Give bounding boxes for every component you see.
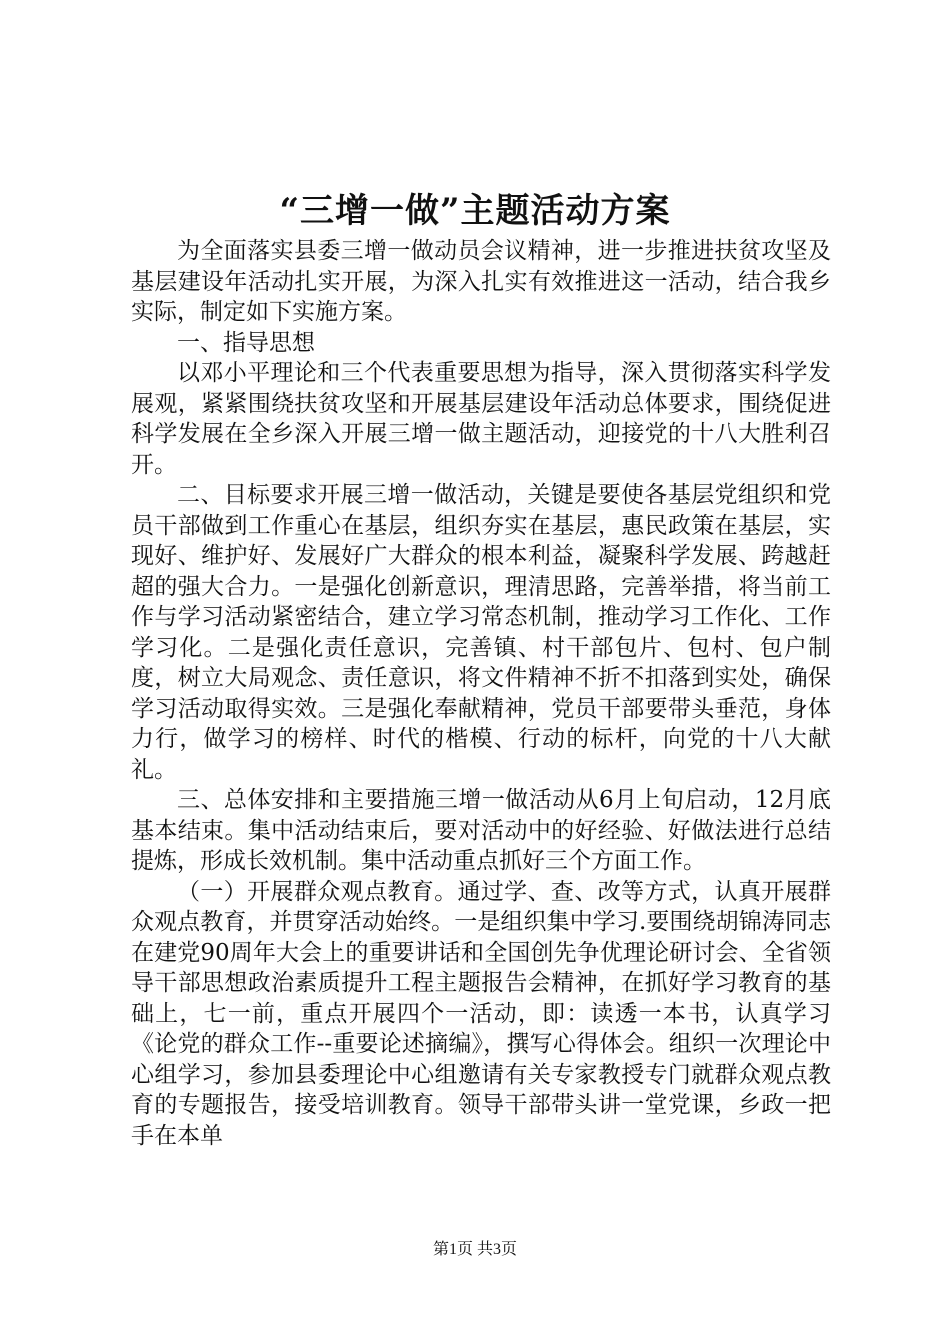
objectives-paragraph: 二、目标要求开展三增一做活动，关键是要使各基层党组织和党员干部做到工作重心在基层，组织夯实在基层，惠民政策在基层，实现好、维护好、发展好广大群众的根本利益，凝聚科学发展、跨越赶超的强大合力。一是强化创新意识，理清思路，完善举措，将当前工作与学习活动紧密结合，建立学习常态机制，推动学习工作化、工作学习化。二是强化责任意识，完善镇、村干部包片、包村、包户制度，树立大局观念、责任意识，将文件精神不折不扣落到实处，确保学习活动取得实效。三是强化奉献精神，党员干部要带头垂范，身体力行，做学习的榜样、时代的楷模、行动的标杆，向党的十八大献礼。 xyxy=(131,482,831,783)
intro-paragraph: 为全面落实县委三增一做动员会议精神，进一步推进扶贫攻坚及基层建设年活动扎实开展，为深入扎实有效推进这一活动，结合我乡实际，制定如下实施方案。 xyxy=(131,238,831,325)
page-number-footer: 第1页 共3页 xyxy=(432,1241,517,1258)
arrangements-paragraph: 三、总体安排和主要措施三增一做活动从6月上旬启动，12月底基本结束。集中活动结束后，要对活动中的好经验、好做法进行总结提炼，形成长效机制。集中活动重点抓好三个方面工作。 xyxy=(131,787,831,874)
document-body xyxy=(131,236,831,1151)
mass-viewpoint-education-paragraph: （一）开展群众观点教育。通过学、查、改等方式，认真开展群众观点教育，并贯穿活动始终。一是组织集中学习.要围绕胡锦涛同志在建党90周年大会上的重要讲话和全国创先争优理论研讨会、全省领导干部思想政治素质提升工程主题报告会精神，在抓好学习教育的基础上，七一前，重点开展四个一活动，即：读透一本书，认真学习《论党的群众工作--重要论述摘编》，撰写心得体会。组织一次理论中心组学习，参加县委理论中心组邀请有关专家教授专门就群众观点教育的专题报告，接受培训教育。领导干部带头讲一堂党课，乡政一把手在本单 xyxy=(131,878,831,1149)
section-heading-guiding-ideology: 一、指导思想 xyxy=(177,329,315,356)
guiding-ideology-paragraph: 以邓小平理论和三个代表重要思想为指导，深入贯彻落实科学发展观，紧紧围绕扶贫攻坚和开展基层建设年活动总体要求，围绕促进科学发展在全乡深入开展三增一做主题活动，迎接党的十八大胜利召开。 xyxy=(131,360,831,478)
document-title: “三增一做”主题活动方案 xyxy=(279,191,671,231)
